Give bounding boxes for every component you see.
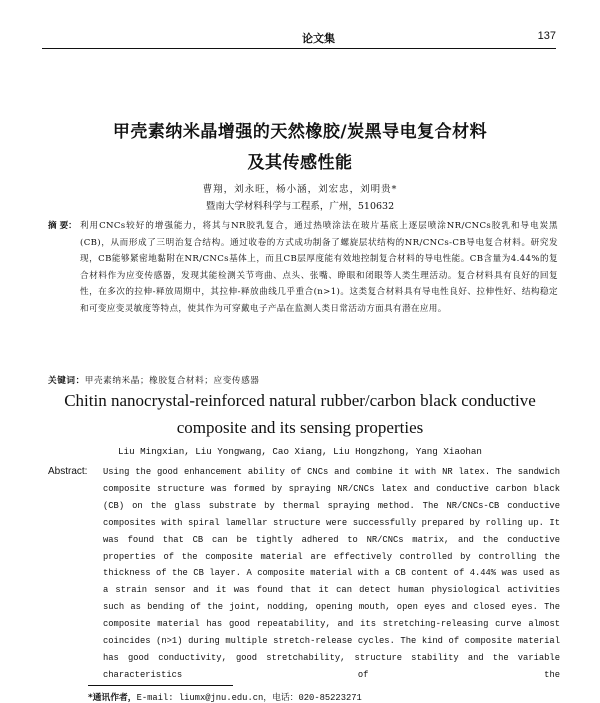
keywords-zh xyxy=(48,374,558,386)
page-number: 137 xyxy=(537,30,556,42)
abstract-zh-text: 利用CNCs较好的增强能力，将其与NR胶乳复合，通过热喷涂法在玻片基底上逐层喷涂NR/CNCs胶乳和导电炭黑(CB)，从而形成了三明治复合结构。通过收卷的方式成功制备了螺旋层状结构的NR/CNCs-CB导电复合材料。研究发现，CB能够紧密地黏附在NR/CNCs基体上，而且CB层厚度能有效地控制复合材料的导电性能。CB含量为4.44%的复合材料作为应变传感器，发现其能检测关节弯曲、点头、张嘴、睁眼和闭眼等人类生理活动。复合材料具有良好的回复性，在多次的拉伸-释放周期中，其拉伸-释放曲线几乎重合(n>1)。这类复合材料具有导电性良好、拉伸性好、结构稳定和可变应变灵敏度等特点，使其作为可穿戴电子产品在监测人类日常活动方面具有潜在应用。 xyxy=(80,221,558,314)
abstract-en xyxy=(48,464,560,684)
authors-zh: 曹翔，刘永旺，杨小涵，刘宏忠，刘明贵* xyxy=(202,184,398,195)
abstract-zh-label: 摘 要： xyxy=(48,221,77,231)
abstract-en-label: Abstract: xyxy=(48,466,88,477)
footnote-label: *通讯作者， xyxy=(88,693,137,703)
title-en-line1: Chitin nanocrystal-reinforced natural rubber/carbon black conductive xyxy=(64,391,536,410)
affiliation-zh: 暨南大学材料科学与工程系，广州，510632 xyxy=(205,201,395,212)
footnote-text: E-mail: liumx@jnu.edu.cn，电话：020-85223271 xyxy=(136,693,362,703)
title-zh-line2: 及其传感性能 xyxy=(247,153,353,173)
running-head: 论文集 xyxy=(302,32,335,45)
page-header xyxy=(42,28,556,49)
keywords-zh-label: 关键词： xyxy=(48,376,85,386)
title-en-line2: composite and its sensing properties xyxy=(176,418,424,437)
title-zh-line1: 甲壳素纳米晶增强的天然橡胶/炭黑导电复合材料 xyxy=(112,122,488,142)
authors-en: Liu Mingxian, Liu Yongwang, Cao Xiang, Liu Hongzhong, Yang Xiaohan xyxy=(118,446,482,457)
keywords-zh-text: 甲壳素纳米晶；橡胶复合材料；应变传感器 xyxy=(84,376,260,386)
abstract-zh xyxy=(48,218,558,318)
abstract-en-text: Using the good enhancement ability of CNCs and combine it with NR latex. The sandwich composite structure was formed by spraying NR/CNCs latex and conductive carbon black (CB) on the glass substrate by thermal spraying method. The NR/CNCs-CB conductive composites with spiral lamellar structure were successfully prepared by rolling up. It was found that CB can be tightly adhered to NR/CNCs matrix, and the conductive properties of the composite material are effectively controlled by controlling the thickness of the CB layer. A composite material with a CB content of 4.44% was used as a strain sensor and it was found that it can detect human physiological activities such as bending of the joint, nodding, opening mouth, open eyes and closed eyes. The composite material has good repeatability, and its stretching-releasing curve almost coincides (n>1) during multiple stretch-release cycles. The kind of composite material has good conductivity, good stretchability, structure stability and the variable characteristics of the xyxy=(103,467,560,680)
footnote-divider xyxy=(88,685,233,686)
footnote xyxy=(88,690,362,703)
